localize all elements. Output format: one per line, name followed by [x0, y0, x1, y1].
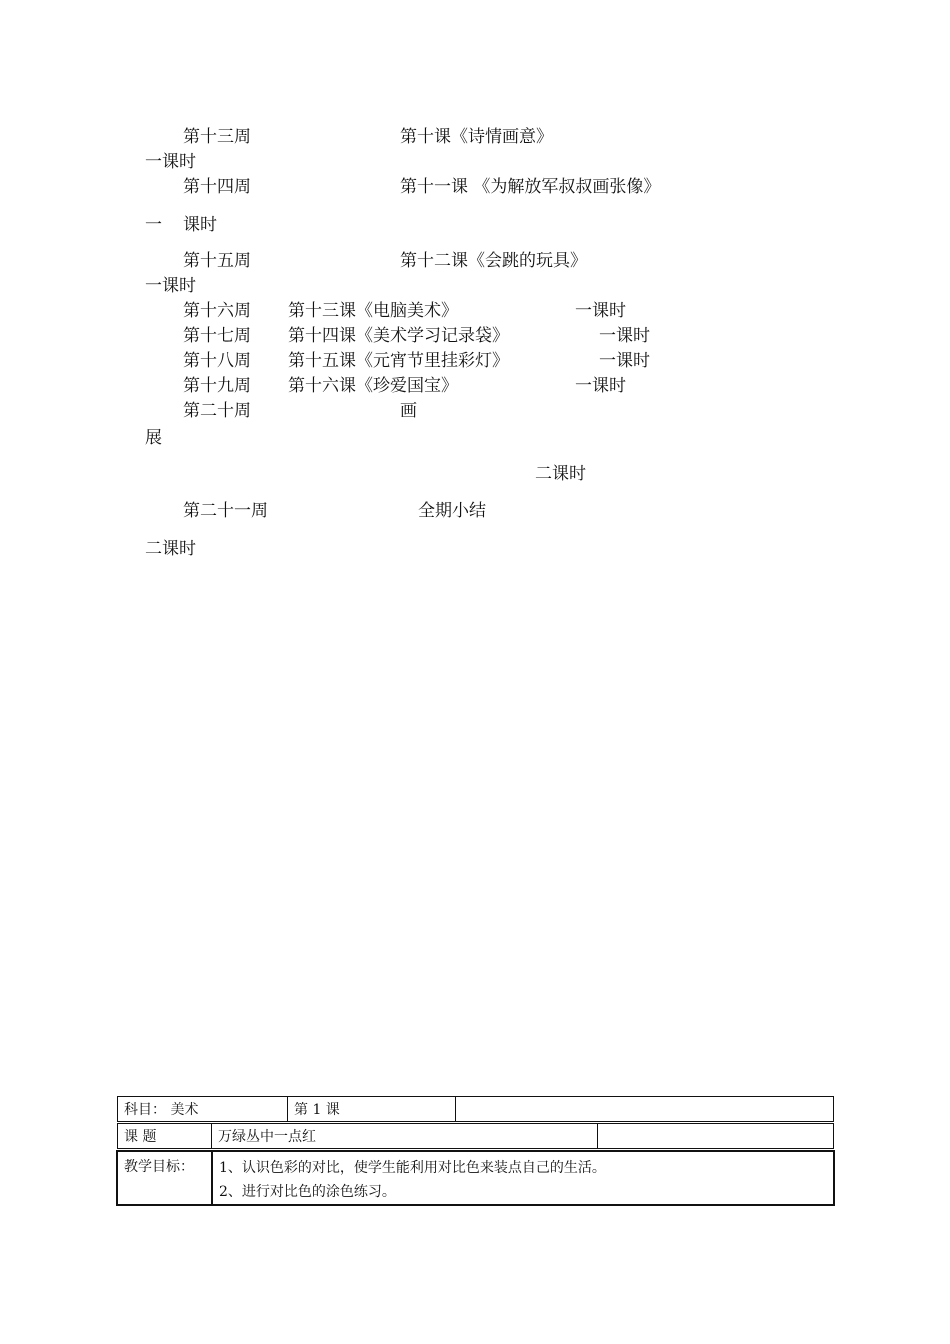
week-14-hours-suffix: 课时: [183, 215, 217, 235]
week-13-hours: 一课时: [145, 152, 196, 172]
topic-blank-cell: [598, 1124, 834, 1149]
blank-cell: [456, 1097, 834, 1122]
week-17-hours: 一课时: [599, 326, 650, 346]
lesson-header-table: [117, 1096, 834, 1122]
goal-item-2: 2、进行对比色的涂色练习。: [219, 1184, 396, 1200]
week-20-lesson-part2: 展: [145, 428, 162, 448]
week-15-lesson: 第十二课《会跳的玩具》: [400, 251, 587, 271]
topic-label-cell: 课 题: [118, 1124, 212, 1149]
week-16-lesson: 第十三课《电脑美术》: [288, 301, 458, 321]
week-19-lesson: 第十六课《珍爱国宝》: [288, 376, 458, 396]
week-20-hours: 二课时: [535, 464, 586, 484]
week-21-label: 第二十一周: [183, 501, 268, 521]
week-13-label: 第十三周: [183, 127, 251, 147]
subject-cell: 科目： 美术: [118, 1097, 288, 1122]
week-13-lesson: 第十课《诗情画意》: [400, 127, 553, 147]
week-15-hours: 一课时: [145, 276, 196, 296]
week-20-label: 第二十周: [183, 401, 251, 421]
lesson-goal-table: [116, 1150, 835, 1206]
week-15-label: 第十五周: [183, 251, 251, 271]
week-18-hours: 一课时: [599, 351, 650, 371]
week-18-lesson: 第十五课《元宵节里挂彩灯》: [288, 351, 509, 371]
week-19-hours: 一课时: [575, 376, 626, 396]
week-14-lesson: 第十一课 《为解放军叔叔画张像》: [400, 177, 661, 197]
lesson-number-cell: 第 1 课: [288, 1097, 456, 1122]
week-14-label: 第十四周: [183, 177, 251, 197]
week-19-label: 第十九周: [183, 376, 251, 396]
goal-content-cell: [212, 1151, 834, 1205]
week-17-lesson: 第十四课《美术学习记录袋》: [288, 326, 509, 346]
week-14-hours-prefix: 一: [145, 215, 162, 235]
week-16-hours: 一课时: [575, 301, 626, 321]
goal-label-cell: 教学目标：: [117, 1151, 212, 1205]
topic-cell: 万绿丛中一点红: [212, 1124, 598, 1149]
week-21-lesson: 全期小结: [418, 501, 486, 521]
goal-item-1: 1、认识色彩的对比，使学生能利用对比色来装点自己的生活。: [219, 1160, 606, 1176]
week-20-lesson-part1: 画: [400, 401, 417, 421]
week-17-label: 第十七周: [183, 326, 251, 346]
week-21-hours: 二课时: [145, 539, 196, 559]
week-18-label: 第十八周: [183, 351, 251, 371]
week-16-label: 第十六周: [183, 301, 251, 321]
lesson-topic-table: [117, 1123, 834, 1149]
